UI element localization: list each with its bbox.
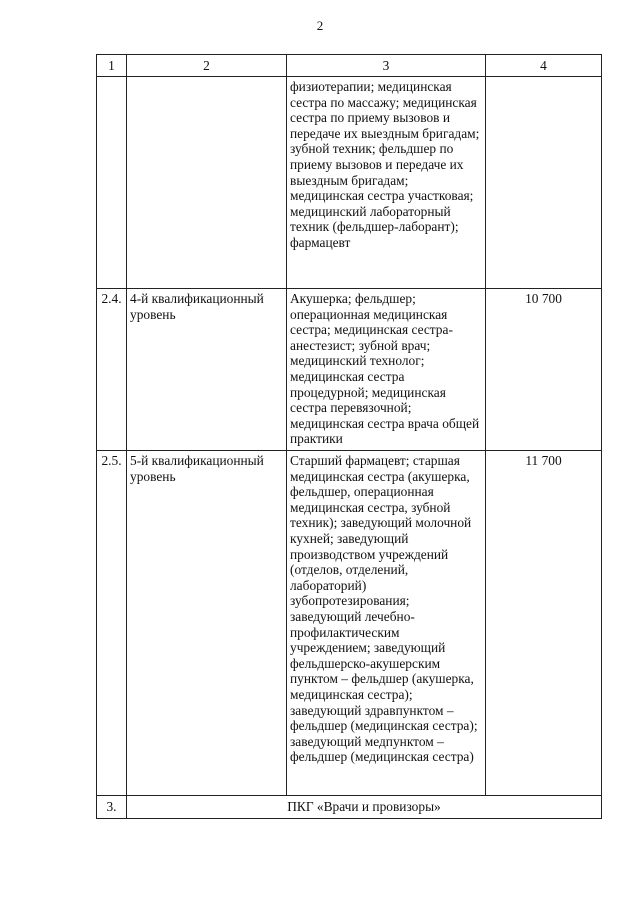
row-number-cell: 2.4. [97, 289, 127, 451]
level-cell: 4-й квалификационный уровень [127, 289, 287, 451]
positions-cell: Старший фармацевт; старшая медицинская сестра (акушерка, фельдшер, операционная медицинская сестра, зубной техник); заведующий молочной кухней; заведующий производством учреждений (отделов, отделений, лабораторий) зубопротезирования; заведующий лечебно-профилактическим учреждением; заведующий фельдшерско-акушерским пунктом – фельдшер (акушерка, медицинская сестра); заведующий здравпунктом – фельдшер (медицинская сестра); заведующий медпунктом – фельдшер (медицинская сестра) [287, 451, 486, 796]
row-number-cell: 2.5. [97, 451, 127, 796]
column-header: 2 [127, 55, 287, 77]
table-header-row [97, 55, 602, 77]
salary-table [96, 54, 602, 819]
salary-cell: 11 700 [486, 451, 602, 796]
column-header: 1 [97, 55, 127, 77]
group-number-cell: 3. [97, 796, 127, 819]
salary-cell [486, 77, 602, 289]
row-number-cell [97, 77, 127, 289]
table-row [97, 77, 602, 289]
column-header: 3 [287, 55, 486, 77]
table-row [97, 451, 602, 796]
group-header-row [97, 796, 602, 819]
page-number: 2 [316, 18, 324, 33]
salary-cell: 10 700 [486, 289, 602, 451]
group-title-cell: ПКГ «Врачи и провизоры» [127, 796, 602, 819]
positions-cell: Акушерка; фельдшер; операционная медицинская сестра; медицинская сестра-анестезист; зубной врач; медицинский технолог; медицинская сестра процедурной; медицинская сестра перевязочной; медицинская сестра врача общей практики [287, 289, 486, 451]
column-header: 4 [486, 55, 602, 77]
positions-cell [287, 77, 486, 289]
positions-text: физиотерапии; медицинская сестра по массажу; медицинская сестра по приему вызовов и передаче их выездным бригадам; зубной техник; фельдшер по приему вызовов и передаче их выездным бригадам; медицинская сестра участковая; медицинский лабораторный техник (фельдшер-лаборант); фармацевт [290, 79, 480, 250]
level-cell [127, 77, 287, 289]
table-row [97, 289, 602, 451]
level-cell: 5-й квалификационный уровень [127, 451, 287, 796]
